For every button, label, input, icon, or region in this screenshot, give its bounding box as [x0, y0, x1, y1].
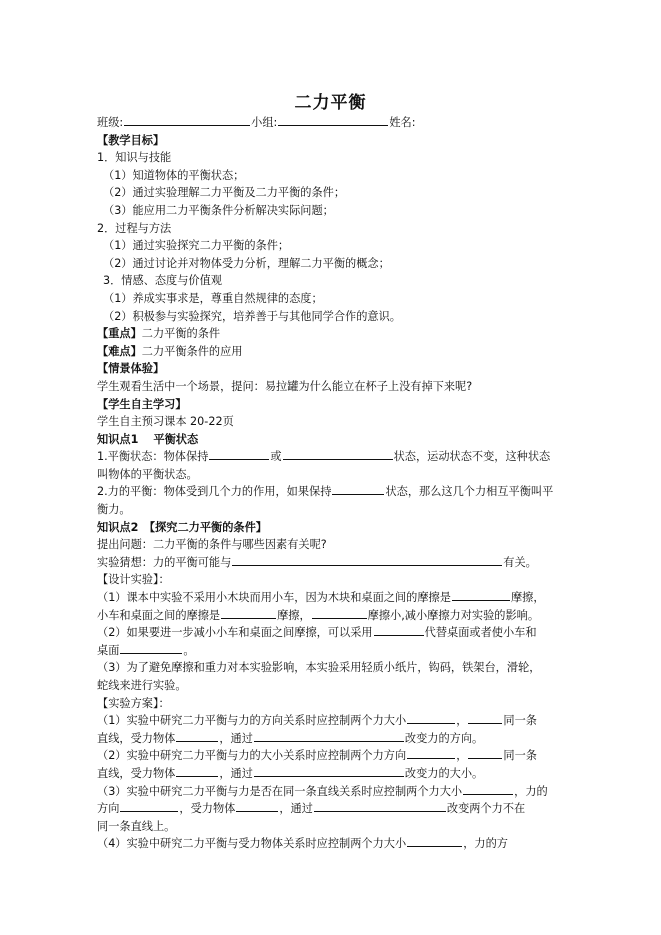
text: （1）课本中实验不采用小木块而用小车，因为木块和桌面之间的摩擦是 [97, 591, 451, 605]
key-text: 二力平衡的条件 [141, 327, 221, 341]
text: 状态，运动状态不变，这种状态 [393, 450, 551, 464]
text: 或 [270, 450, 282, 464]
text: （4）实验中研究二力平衡与受力物体关系时应控制两个力大小 [97, 837, 407, 851]
key-point [97, 325, 567, 343]
text: ，力的方 [463, 837, 508, 851]
kp2-question: 提出问题：二力平衡的条件与哪些因素有关呢? [97, 538, 327, 552]
answer-blank[interactable] [312, 607, 367, 619]
plan-line [97, 800, 567, 818]
answer-blank[interactable] [332, 483, 384, 495]
text: 改变力的大小。 [404, 766, 484, 780]
text: （1）实验中研究二力平衡与力的方向关系时应控制两个力大小 [97, 714, 407, 728]
answer-blank[interactable] [209, 448, 269, 460]
text: 代替桌面或者使小车和 [424, 626, 537, 640]
plan-line [97, 765, 567, 783]
text: ， [456, 714, 468, 728]
answer-blank[interactable] [120, 800, 178, 812]
goals-item: （2）通过实验理解二力平衡及二力平衡的条件； [103, 186, 346, 200]
answer-blank[interactable] [468, 712, 502, 724]
goals-section-3: 3．情感、态度与价值观 [103, 274, 222, 288]
name-label: 姓名: [389, 116, 416, 129]
self-study-text: 学生自主预习课本 20-22页 [97, 415, 234, 429]
answer-blank[interactable] [407, 712, 455, 724]
goals-section-1: 1．知识与技能 [97, 151, 172, 165]
answer-blank[interactable] [176, 765, 218, 777]
scene-heading: 【情景体验】 [97, 362, 165, 376]
kp1-line: 叫物体的平衡状态。 [97, 467, 198, 481]
self-study-heading: 【学生自主学习】 [97, 397, 187, 411]
goals-item: （3）能应用二力平衡条件分析解决实际问题； [103, 203, 334, 217]
goals-item: （1）养成实事求是，尊重自然规律的态度； [103, 291, 323, 305]
key-label: 【重点】 [97, 327, 142, 341]
goals-item: （2）积极参与实验探究，培养善于与其他同学合作的意识。 [103, 309, 401, 323]
text: 实验猜想：力的平衡可能与 [97, 555, 232, 569]
kp2-heading: 知识点2 【探究二力平衡的条件】 [97, 520, 267, 534]
text: 摩擦小,减小摩擦力对实验的影响。 [367, 608, 540, 622]
text: 2.力的平衡：物体受到几个力的作用，如果保持 [97, 485, 332, 499]
answer-blank[interactable] [314, 800, 446, 812]
plan-line [97, 835, 567, 853]
plan-line: 同一条直线上。 [97, 819, 176, 833]
header-line [97, 114, 567, 132]
text: 状态，那么这几个力相互平衡叫平 [385, 485, 554, 499]
text: 。 [183, 643, 195, 657]
text: ，受力物体 [179, 802, 236, 816]
text: （3）实验中研究二力平衡与力是否在同一条直线关系时应控制两个力大小 [97, 784, 463, 798]
plan-line [97, 747, 567, 765]
design-line: （3）为了避免摩擦和重力对本实验影响，本实验采用轻质小纸片，钩码，铁架台，滑轮， [97, 661, 541, 675]
page-title: 二力平衡 [294, 93, 367, 113]
goals-item: （2）通过讨论并对物体受力分析，理解二力平衡的概念； [103, 256, 390, 270]
design-line: 蛇线来进行实验。 [97, 679, 187, 692]
answer-blank[interactable] [176, 730, 218, 742]
group-label: 小组: [251, 116, 278, 129]
difficulty-text: 二力平衡条件的应用 [141, 344, 243, 358]
text: 同一条 [503, 714, 537, 728]
kp1-heading: 知识点1 平衡状态 [97, 432, 199, 446]
text: 摩擦， [277, 608, 311, 622]
text: 1.平衡状态：物体保持 [97, 450, 209, 464]
text: 直线，受力物体 [97, 731, 176, 745]
goals-section-2: 2．过程与方法 [97, 221, 172, 235]
design-line [97, 589, 567, 607]
answer-blank[interactable] [236, 800, 278, 812]
text: 直线，受力物体 [97, 766, 176, 780]
answer-blank[interactable] [407, 835, 462, 847]
text: 改变两个力不在 [446, 802, 526, 816]
plan-line [97, 712, 567, 730]
text: ，通过 [219, 731, 253, 745]
answer-blank[interactable] [283, 448, 393, 460]
text: ， [456, 749, 468, 763]
plan-line [97, 783, 567, 801]
kp1-line: 衡力。 [97, 503, 131, 517]
answer-blank[interactable] [221, 607, 276, 619]
document-body [97, 114, 567, 853]
answer-blank[interactable] [468, 747, 502, 759]
text: ，通过 [279, 802, 313, 816]
design-line [97, 642, 567, 660]
answer-blank[interactable] [407, 747, 455, 759]
class-label: 班级: [97, 116, 124, 129]
text: 小车和桌面之间的摩擦是 [97, 608, 221, 622]
text: （2）如果要进一步减小小车和桌面之间摩擦，可以采用 [97, 626, 373, 640]
text: 同一条 [503, 749, 537, 763]
goals-heading: 【教学目标】 [97, 133, 165, 147]
design-line [97, 607, 567, 625]
design-line [97, 624, 567, 642]
text: 有关。 [503, 555, 537, 569]
text: 方向 [97, 802, 120, 816]
answer-blank[interactable] [374, 624, 424, 636]
answer-blank[interactable] [254, 730, 404, 742]
text: ，力的 [514, 784, 548, 798]
kp1-line [97, 483, 567, 501]
answer-blank[interactable] [452, 589, 510, 601]
text: 桌面 [97, 643, 120, 657]
text: ，通过 [219, 766, 253, 780]
group-blank[interactable] [278, 114, 388, 126]
text: 摩擦， [510, 591, 545, 605]
answer-blank[interactable] [254, 765, 404, 777]
difficulty-label: 【难点】 [97, 344, 142, 358]
answer-blank[interactable] [463, 783, 513, 795]
answer-blank[interactable] [232, 554, 502, 566]
class-blank[interactable] [124, 114, 250, 126]
text: 改变力的方向。 [404, 731, 484, 745]
scene-text: 学生观看生活中一个场景，提问：易拉罐为什么能立在杯子上没有掉下来呢? [97, 379, 473, 393]
design-heading: 【设计实验】： [97, 573, 170, 587]
text: （2）实验中研究二力平衡与力的大小关系时应控制两个力方向 [97, 749, 407, 763]
difficulty [97, 343, 567, 361]
kp1-line [97, 448, 567, 466]
kp2-guess [97, 554, 567, 572]
plan-line [97, 730, 567, 748]
answer-blank[interactable] [120, 642, 182, 654]
goals-item: （1）通过实验探究二力平衡的条件； [103, 239, 290, 253]
plan-heading: 【实验方案】： [97, 696, 170, 710]
goals-item: （1）知道物体的平衡状态； [103, 168, 245, 182]
